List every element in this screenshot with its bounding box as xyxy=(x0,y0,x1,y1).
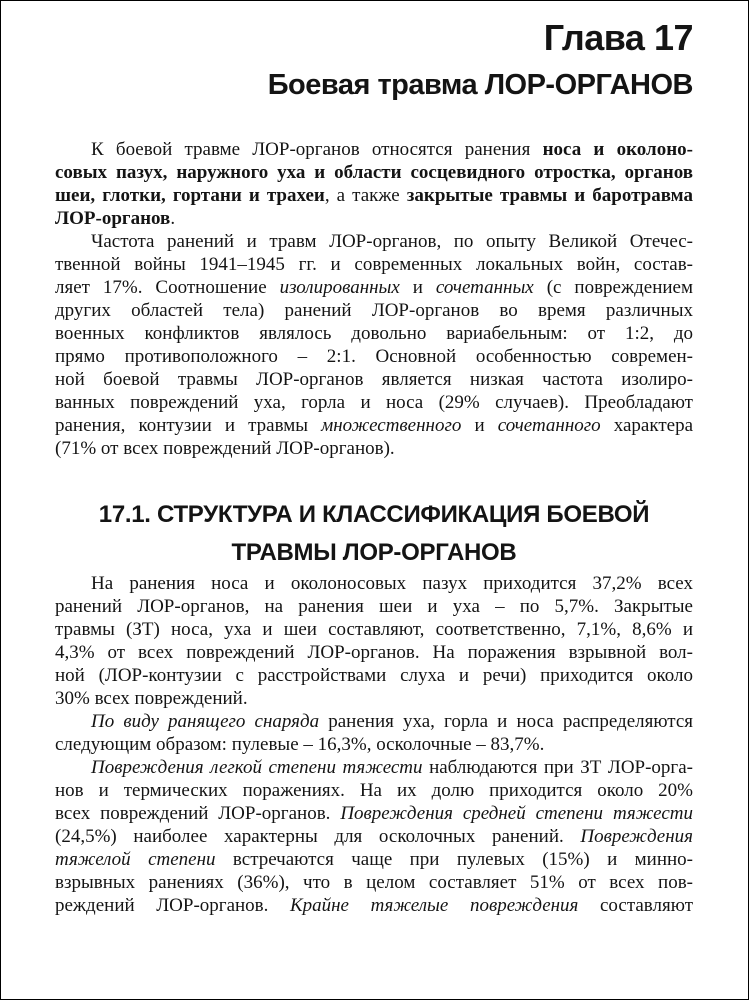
text-line xyxy=(55,322,693,345)
text-segment: . xyxy=(170,208,176,229)
text-segment: (71% от всех повреждений ЛОР-органов). xyxy=(55,438,395,459)
text-line xyxy=(55,733,693,756)
text-line xyxy=(55,138,693,161)
text-segment: травмы (ЗТ) носа, уха и шеи составляют, соответственно, 7,1%, 8,6% и xyxy=(55,619,693,640)
text-segment: прямо противоположного – 2:1. Основной особенностью современ- xyxy=(55,346,693,367)
text-line xyxy=(55,687,693,710)
text-line xyxy=(55,595,693,618)
text-segment: К боевой травме ЛОР-органов относятся ранения xyxy=(91,139,543,160)
text-line xyxy=(55,894,693,917)
chapter-number-heading: Глава 17 xyxy=(543,17,693,58)
text-segment: твенной войны 1941–1945 гг. и современных локальных войн, состав- xyxy=(55,254,693,275)
text-segment: Повреждения средней степени тяжести xyxy=(340,803,693,824)
text-segment: военных конфликтов являлось довольно вариабельным: от 1:2, до xyxy=(55,323,693,344)
text-segment: , а также xyxy=(324,185,407,206)
text-segment: ранений ЛОР-органов, на ранения шеи и уха – по 5,7%. Закрытые xyxy=(55,596,693,617)
section-heading-line2: ТРАВМЫ ЛОР-ОРГАНОВ xyxy=(231,539,517,566)
text-segment: множественного xyxy=(321,415,462,436)
text-segment: взрывных ранениях (36%), что в целом составляет 51% от всех пов- xyxy=(55,872,693,893)
paragraph xyxy=(55,572,693,710)
page-content xyxy=(55,1,693,999)
text-line xyxy=(55,618,693,641)
text-segment: (24,5%) наиболее характерны для осколочных ранений. xyxy=(55,826,581,847)
text-line xyxy=(55,161,693,184)
text-segment: 4,3% от всех повреждений ЛОР-органов. На поражения взрывной вол- xyxy=(55,642,693,663)
text-segment: тяжелой степени xyxy=(55,849,216,870)
text-line xyxy=(55,253,693,276)
text-segment: следующим образом: пулевые – 16,3%, осколочные – 83,7%. xyxy=(55,734,545,755)
text-line xyxy=(55,641,693,664)
text-segment: ванных повреждений уха, горла и носа (29% случаев). Преобладают xyxy=(55,392,693,413)
text-segment: ЛОР-органов xyxy=(55,208,171,229)
section-heading-line1: 17.1. СТРУКТУРА И КЛАССИФИКАЦИЯ БОЕВОЙ xyxy=(98,501,650,528)
text-line xyxy=(55,299,693,322)
text-segment: наблюдаются при ЗТ ЛОР-орга- xyxy=(422,757,693,778)
text-segment: ной боевой травмы ЛОР-органов является низкая частота изолиро- xyxy=(55,369,693,390)
text-segment: На ранения носа и околоносовых пазух приходится 37,2% всех xyxy=(91,573,693,594)
text-line xyxy=(55,414,693,437)
text-line xyxy=(55,230,693,253)
text-segment: носа и околоно- xyxy=(542,139,693,160)
text-segment: Повреждения xyxy=(580,826,693,847)
text-segment: ляет 17%. Соотношение xyxy=(55,277,280,298)
text-segment: нов и термических поражениях. На их долю приходится около 20% xyxy=(55,780,693,801)
text-segment: составляют xyxy=(578,895,693,916)
text-line xyxy=(55,848,693,871)
section-heading xyxy=(55,460,693,572)
text-segment: всех повреждений ЛОР-органов. xyxy=(55,803,341,824)
text-segment: Крайне тяжелые повреждения xyxy=(290,895,579,916)
text-segment: и xyxy=(399,277,436,298)
text-segment: По виду ранящего снаряда xyxy=(91,711,320,732)
paragraph xyxy=(55,230,693,460)
text-segment: реждений ЛОР-органов. xyxy=(55,895,291,916)
intro-paragraphs xyxy=(55,138,693,460)
text-segment: изолированных xyxy=(279,277,400,298)
text-segment: 30% всех повреждений. xyxy=(55,688,248,709)
text-line xyxy=(55,756,693,779)
text-line xyxy=(55,437,693,460)
text-segment: ной (ЛОР-контузии с расстройствами слуха и речи) приходится около xyxy=(55,665,693,686)
paragraph xyxy=(55,138,693,230)
text-segment: характера xyxy=(600,415,694,436)
text-segment: сочетанных xyxy=(435,277,534,298)
text-line xyxy=(55,345,693,368)
text-segment: ранения уха, горла и носа распределяются xyxy=(319,711,694,732)
text-segment: совых пазух, наружного уха и области сосцевидного отростка, органов xyxy=(55,162,693,183)
text-segment: шеи, глотки, гортани и трахеи xyxy=(55,185,325,206)
text-line xyxy=(55,802,693,825)
text-line xyxy=(55,779,693,802)
text-line xyxy=(55,710,693,733)
section-paragraphs xyxy=(55,572,693,917)
text-line xyxy=(55,825,693,848)
text-segment: Частота ранений и травм ЛОР-органов, по опыту Великой Отечес- xyxy=(91,231,693,252)
text-line xyxy=(55,572,693,595)
chapter-title-heading: Боевая травма ЛОР-ОРГАНОВ xyxy=(267,69,693,101)
paragraph xyxy=(55,756,693,917)
body-text xyxy=(55,138,693,917)
text-line xyxy=(55,207,693,230)
text-segment: сочетанного xyxy=(497,415,601,436)
text-line xyxy=(55,664,693,687)
text-line xyxy=(55,871,693,894)
text-segment: ранения, контузии и травмы xyxy=(55,415,322,436)
text-segment: Повреждения легкой степени тяжести xyxy=(91,757,423,778)
text-line xyxy=(55,276,693,299)
text-line xyxy=(55,368,693,391)
text-segment: других областей тела) ранений ЛОР-органов во время различных xyxy=(55,300,693,321)
paragraph xyxy=(55,710,693,756)
text-segment: встречаются чаще при пулевых (15%) и минно- xyxy=(215,849,693,870)
text-segment: и xyxy=(461,415,498,436)
text-line xyxy=(55,391,693,414)
text-segment: закрытые травмы и баротравма xyxy=(406,185,693,206)
text-segment: (с повреждением xyxy=(533,277,693,298)
text-line xyxy=(55,184,693,207)
